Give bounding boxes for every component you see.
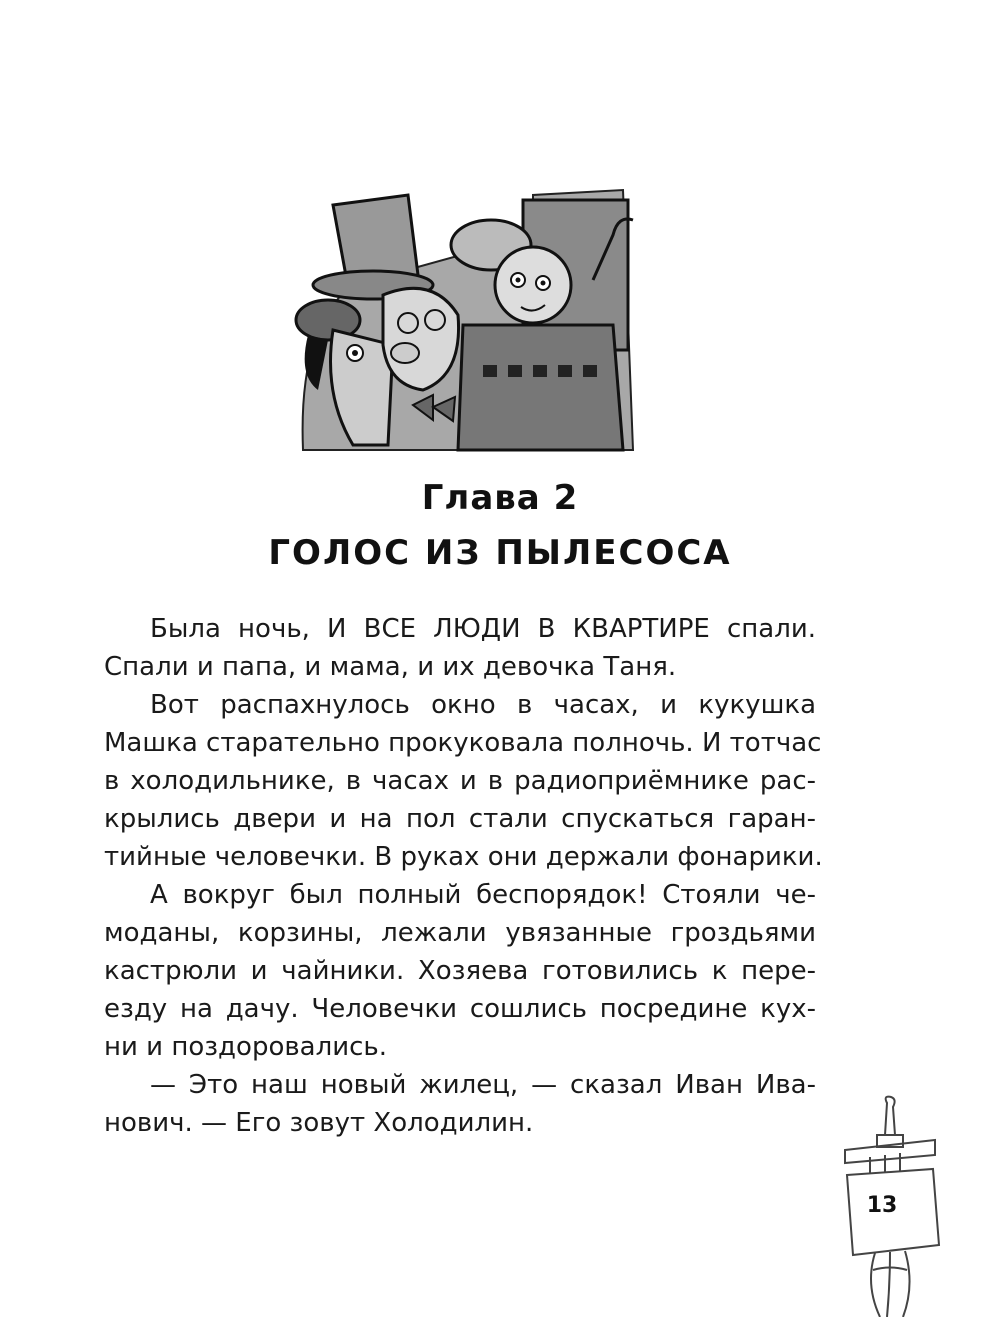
text-line: нович. — Его зовут Холодилин. <box>104 1108 534 1138</box>
chapter-title: ГОЛОС ИЗ ПЫЛЕСОСА <box>268 533 732 573</box>
text-line: Вот распахнулось окно в часах, и кукушка <box>150 690 816 720</box>
page-number: 13 <box>866 1193 898 1218</box>
chapter-illustration <box>293 175 638 455</box>
chapter-number: Глава 2 <box>421 478 579 518</box>
text-line: моданы, корзины, лежали увязанные гроздьями <box>104 918 816 948</box>
body-text <box>104 610 823 1142</box>
text-line: А вокруг был полный беспорядок! Стояли че- <box>150 880 816 910</box>
text-line: езду на дачу. Человечки сошлись посредине кух- <box>104 994 816 1024</box>
text-line: тийные человечки. В руках они держали фонарики. <box>104 842 823 872</box>
text-line: крылись двери и на пол стали спускаться гаран- <box>104 804 816 834</box>
text-line: — Это наш новый жилец, — сказал Иван Ива- <box>150 1070 816 1100</box>
text-line: Была ночь, И ВСЕ ЛЮДИ В КВАРТИРЕ спали. <box>150 614 816 644</box>
text-line: Машка старательно прокуковала полночь. И тотчас <box>104 728 822 758</box>
text-line: Спали и папа, и мама, и их девочка Таня. <box>104 652 677 682</box>
text-line: ни и поздоровались. <box>104 1032 388 1062</box>
text-line: кастрюли и чайники. Хозяева готовились к пере- <box>104 956 816 986</box>
text-line: в холодильнике, в часах и в радиоприёмнике рас- <box>104 766 816 796</box>
